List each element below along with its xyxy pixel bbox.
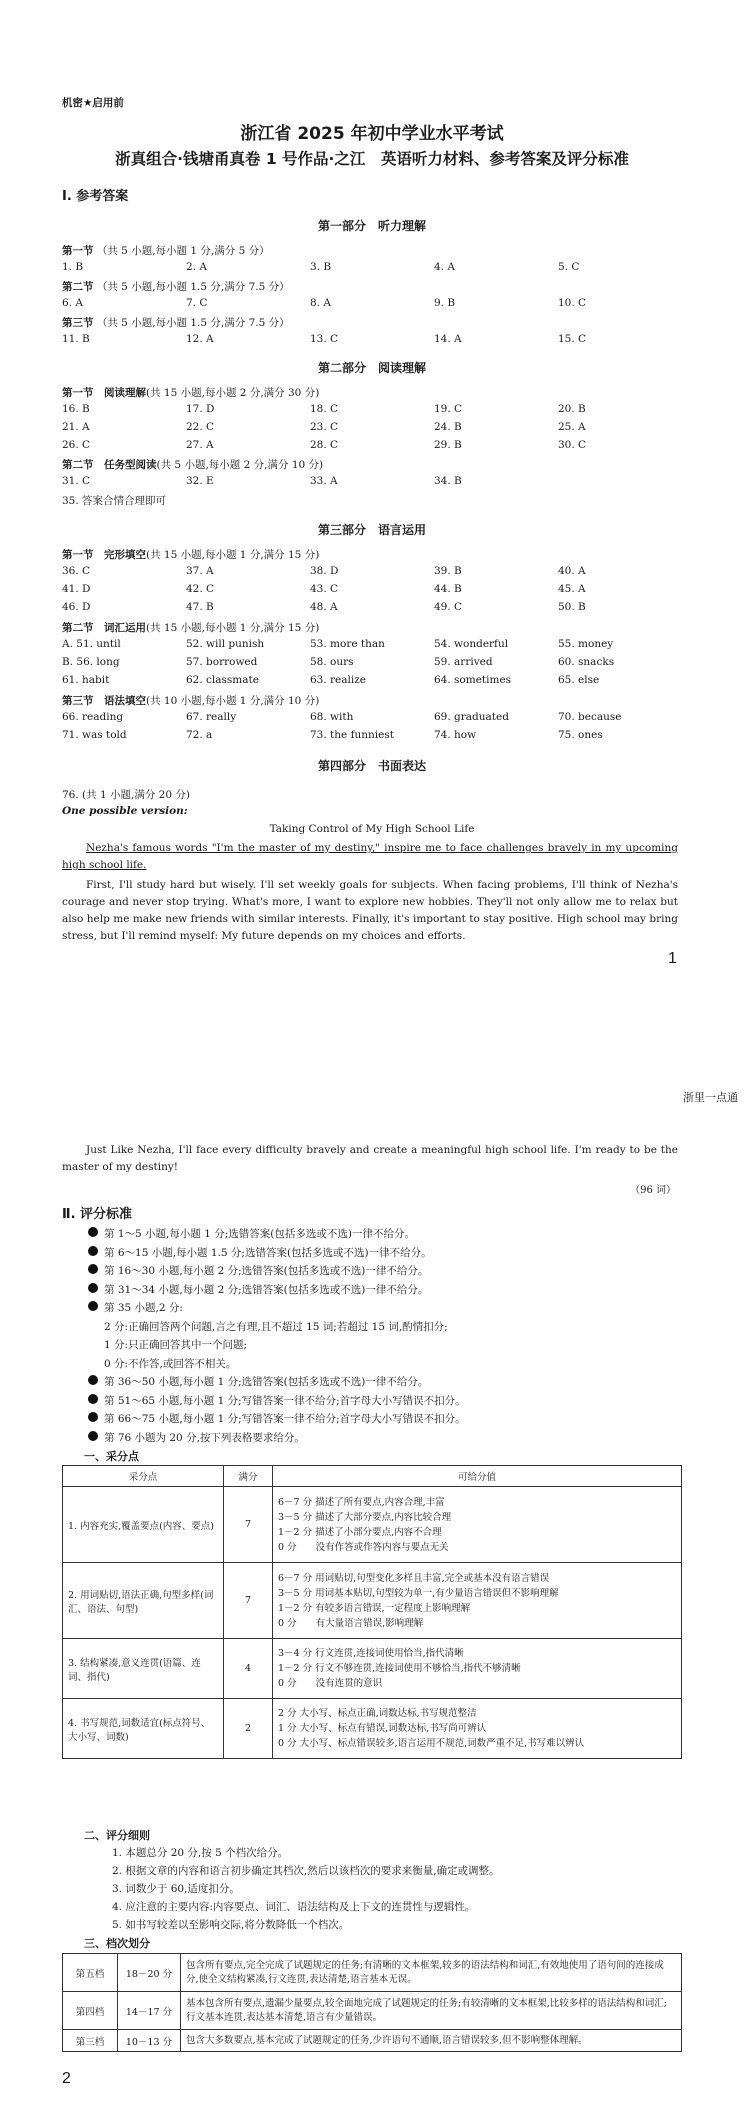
part3-jie1-header: 第一节 完形填空(共 15 小题,每小题 1 分,满分 15 分) xyxy=(62,549,320,561)
answer-row: 31. C 32. E 33. A 34. B xyxy=(62,475,462,487)
essay-paragraph-1: Nezha's famous words "I'm the master of my destiny," inspire me to face challenges bravely in my upcoming high school life. xyxy=(62,842,678,871)
table-cell: 10－13 分 xyxy=(118,2030,181,2052)
page-2 xyxy=(0,1085,744,2104)
rule-item: 第 16～30 小题,每小题 2 分;选错答案(包括多选或不选)一律不给分。 xyxy=(88,1262,688,1281)
edge-watermark: 浙里一点通 xyxy=(683,1091,738,1104)
bullet-icon xyxy=(88,1283,98,1293)
table-cell: 包含大多数要点,基本完成了试题规定的任务,少许语句不通顺,语言错误较多,但不影响整体理解。 xyxy=(181,2030,682,2052)
levels-table xyxy=(62,1953,682,2052)
page-number: 2 xyxy=(62,2070,71,2087)
answer-row: 21. A 22. C 23. C 24. B 25. A xyxy=(62,421,586,433)
part3-title: 第三部分 语言运用 xyxy=(317,523,426,537)
table-cell: 2 xyxy=(224,1699,273,1759)
confidential-label: 机密★启用前 xyxy=(62,97,124,109)
answer-row: 6. A 7. C 8. A 9. B 10. C xyxy=(62,297,587,309)
part1-jie3-header: 第三节 （共 5 小题,每小题 1.5 分,满分 7.5 分） xyxy=(62,317,290,329)
answers-section-title: Ⅰ. 参考答案 xyxy=(62,189,129,204)
answer-row: 66. reading 67. really 68. with 69. graduated 70. because xyxy=(62,711,622,723)
bullet-icon xyxy=(88,1431,98,1441)
table-row xyxy=(63,1563,682,1639)
q35-answer: 35. 答案合情合理即可 xyxy=(62,495,167,507)
part4-title: 第四部分 书面表达 xyxy=(317,759,426,773)
bullet-icon xyxy=(88,1301,98,1311)
table-row xyxy=(63,1487,682,1563)
part3-jie2-header: 第二节 词汇运用(共 15 小题,每小题 1 分,满分 15 分) xyxy=(62,622,320,634)
table-cell: 3. 结构紧凑,意义连贯(语篇、连词、指代) xyxy=(63,1639,224,1699)
exam-subtitle: 浙真组合·钱塘甬真卷 1 号作品·之江 英语听力材料、参考答案及评分标准 xyxy=(115,150,629,168)
page-number: 1 xyxy=(668,950,677,967)
table-header: 采分点 xyxy=(63,1466,224,1487)
detail-item: 4. 应注意的主要内容:内容要点、词汇、语法结构及上下文的连贯性与逻辑性。 xyxy=(112,1901,476,1913)
table-cell: 7 xyxy=(224,1563,273,1639)
bullet-icon xyxy=(88,1246,98,1256)
grading-details-title: 二、评分细则 xyxy=(84,1829,150,1842)
essay-paragraph-3: Just Like Nezha, I'll face every difficulty bravely and create a meaningful high school life. I'm ready to be the master of my destiny! xyxy=(62,1144,678,1173)
answer-row: 41. D 42. C 43. C 44. B 45. A xyxy=(62,583,586,595)
rule-item: 第 6～15 小题,每小题 1.5 分;选错答案(包括多选或不选)一律不给分。 xyxy=(88,1244,688,1263)
table-header: 可给分值 xyxy=(273,1466,682,1487)
answer-row: 71. was told 72. a 73. the funniest 74. how 75. ones xyxy=(62,729,603,741)
answer-row: 26. C 27. A 28. C 29. B 30. C xyxy=(62,439,587,451)
table-header-row xyxy=(63,1466,682,1487)
rule-item: 第 35 小题,2 分: xyxy=(88,1299,688,1318)
table-cell: 2 分 大小写、标点正确,词数达标,书写规范整洁 1 分 大小写、标点有错误,词数达标,书写尚可辨认 0 分 大小写、标点错误较多,语言运用不规范,词数严重不足,书写难以辨认 xyxy=(273,1699,682,1759)
scoring-points-title: 一、采分点 xyxy=(84,1450,139,1463)
grading-section-title: Ⅱ. 评分标准 xyxy=(62,1207,133,1222)
rule-item: 第 76 小题为 20 分,按下列表格要求给分。 xyxy=(88,1429,688,1448)
table-row xyxy=(63,2030,682,2052)
table-cell: 7 xyxy=(224,1487,273,1563)
answer-row: 1. B 2. A 3. B 4. A 5. C xyxy=(62,261,580,273)
table-cell: 4 xyxy=(224,1639,273,1699)
part1-jie2-header: 第二节 （共 5 小题,每小题 1.5 分,满分 7.5 分） xyxy=(62,281,290,293)
essay-paragraph-2: First, I'll study hard but wisely. I'll set weekly goals for subjects. When facing problems, I'll think of Nezha's courage and never stop trying. What's more, I want to explore new hobbies. They'll not only allow me to relax but also help me make new friends with similar interests. Finally, it's important to stay positive. High school may bring stress, but I'll remind myself: My future depends on my choices and efforts. xyxy=(62,879,678,942)
table-cell: 2. 用词贴切,语法正确,句型多样(词汇、语法、句型) xyxy=(63,1563,224,1639)
table-cell: 6－7 分 描述了所有要点,内容合理,丰富 3－5 分 描述了大部分要点,内容比较合理 1－2 分 描述了小部分要点,内容不合理 0 分 没有作答或作答内容与要点无关 xyxy=(273,1487,682,1563)
table-cell: 6－7 分 用词贴切,句型变化多样且丰富,完全或基本没有语言错误 3－5 分 用词基本贴切,句型较为单一,有少量语言错误但不影响理解 1－2 分 有较多语言错误,一定程度上影响理解 0 分 有大量语言错误,影响理解 xyxy=(273,1563,682,1639)
detail-item: 2. 根据文章的内容和语言初步确定其档次,然后以该档次的要求来衡量,确定或调整。 xyxy=(112,1865,500,1877)
answer-row: 11. B 12. A 13. C 14. A 15. C xyxy=(62,333,587,345)
bullet-icon xyxy=(88,1227,98,1237)
part1-jie1-header: 第一节 （共 5 小题,每小题 1 分,满分 5 分） xyxy=(62,245,270,257)
answer-row: 46. D 47. B 48. A 49. C 50. B xyxy=(62,601,586,613)
scoring-points-table xyxy=(62,1465,682,1759)
detail-item: 3. 词数少于 60,适度扣分。 xyxy=(112,1883,240,1895)
table-cell: 第四档 xyxy=(63,1992,118,2030)
table-cell: 4. 书写规范,词数适宜(标点符号、大小写、词数) xyxy=(63,1699,224,1759)
table-cell: 基本包含所有要点,遗漏少量要点,较全面地完成了试题规定的任务;有较清晰的文本框架,比较多样的语法结构和词汇;行文基本连贯,表达基本清楚,语言有少量错误。 xyxy=(181,1992,682,2030)
part2-jie2-header: 第二节 任务型阅读(共 5 小题,每小题 2 分,满分 10 分) xyxy=(62,459,324,471)
rule-item: 第 31～34 小题,每小题 2 分;选错答案(包括多选或不选)一律不给分。 xyxy=(88,1281,688,1300)
part2-title: 第二部分 阅读理解 xyxy=(317,361,426,375)
part1-title: 第一部分 听力理解 xyxy=(317,219,426,233)
table-cell: 第五档 xyxy=(63,1954,118,1992)
table-cell: 包含所有要点,完全完成了试题规定的任务;有清晰的文本框架,较多的语法结构和词汇,有效地使用了语句间的连接成分,使全文结构紧凑,行文连贯,表达清楚,语言基本无误。 xyxy=(181,1954,682,1992)
bullet-icon xyxy=(88,1394,98,1404)
q35-subrule: 1 分:只正确回答其中一个问题; xyxy=(104,1339,248,1351)
rule-item: 第 1～5 小题,每小题 1 分;选错答案(包括多选或不选)一律不给分。 xyxy=(88,1225,688,1244)
bullet-icon xyxy=(88,1412,98,1422)
table-header: 满分 xyxy=(224,1466,273,1487)
table-cell: 1. 内容充实,覆盖要点(内容、要点) xyxy=(63,1487,224,1563)
q35-subrule: 0 分:不作答,或回答不相关。 xyxy=(104,1357,237,1370)
exam-title: 浙江省 2025 年初中学业水平考试 xyxy=(240,124,504,144)
table-cell: 3－4 分 行文连贯,连接词使用恰当,指代清晰 1－2 分 行文不够连贯,连接词使用不够恰当,指代不够清晰 0 分 没有连贯的意识 xyxy=(273,1639,682,1699)
bullet-icon xyxy=(88,1264,98,1274)
rule-item: 第 51～65 小题,每小题 1 分;写错答案一律不给分;首字母大小写错误不扣分。 xyxy=(88,1392,688,1411)
rule-item: 第 36～50 小题,每小题 1 分;选错答案(包括多选或不选)一律不给分。 xyxy=(88,1373,688,1392)
answer-row: B. 56. long 57. borrowed 58. ours 59. arrived 60. snacks xyxy=(62,656,615,668)
possible-version-label: One possible version: xyxy=(62,805,188,817)
answer-row: 36. C 37. A 38. D 39. B 40. A xyxy=(62,565,586,577)
answer-row: 61. habit 62. classmate 63. realize 64. sometimes 65. else xyxy=(62,674,600,686)
grading-rules xyxy=(88,1225,688,1447)
table-cell: 18－20 分 xyxy=(118,1954,181,1992)
rule-item: 第 66～75 小题,每小题 1 分;写错答案一律不给分;首字母大小写错误不扣分。 xyxy=(88,1410,688,1429)
table-row xyxy=(63,1639,682,1699)
table-row xyxy=(63,1954,682,1992)
table-row xyxy=(63,1699,682,1759)
q35-subrule: 2 分:正确回答两个问题,言之有理,且不超过 15 词;若超过 15 词,酌情扣分; xyxy=(104,1320,448,1333)
answer-row: A. 51. until 52. will punish 53. more than 54. wonderful 55. money xyxy=(62,638,614,650)
word-count: （96 词） xyxy=(630,1185,676,1196)
levels-title: 三、档次划分 xyxy=(84,1937,150,1950)
essay-title: Taking Control of My High School Life xyxy=(269,823,475,835)
bullet-icon xyxy=(88,1375,98,1385)
detail-item: 1. 本题总分 20 分,按 5 个档次给分。 xyxy=(112,1847,289,1859)
table-row xyxy=(63,1992,682,2030)
answer-row: 16. B 17. D 18. C 19. C 20. B xyxy=(62,403,586,415)
detail-item: 5. 如书写较差以至影响交际,将分数降低一个档次。 xyxy=(112,1919,350,1931)
part2-jie1-header: 第一节 阅读理解(共 15 小题,每小题 2 分,满分 30 分) xyxy=(62,387,320,399)
q76-label: 76. (共 1 小题,满分 20 分) xyxy=(62,789,190,801)
page-1 xyxy=(0,0,744,985)
part3-jie3-header: 第三节 语法填空(共 10 小题,每小题 1 分,满分 10 分) xyxy=(62,695,320,707)
table-cell: 第三档 xyxy=(63,2030,118,2052)
table-cell: 14－17 分 xyxy=(118,1992,181,2030)
